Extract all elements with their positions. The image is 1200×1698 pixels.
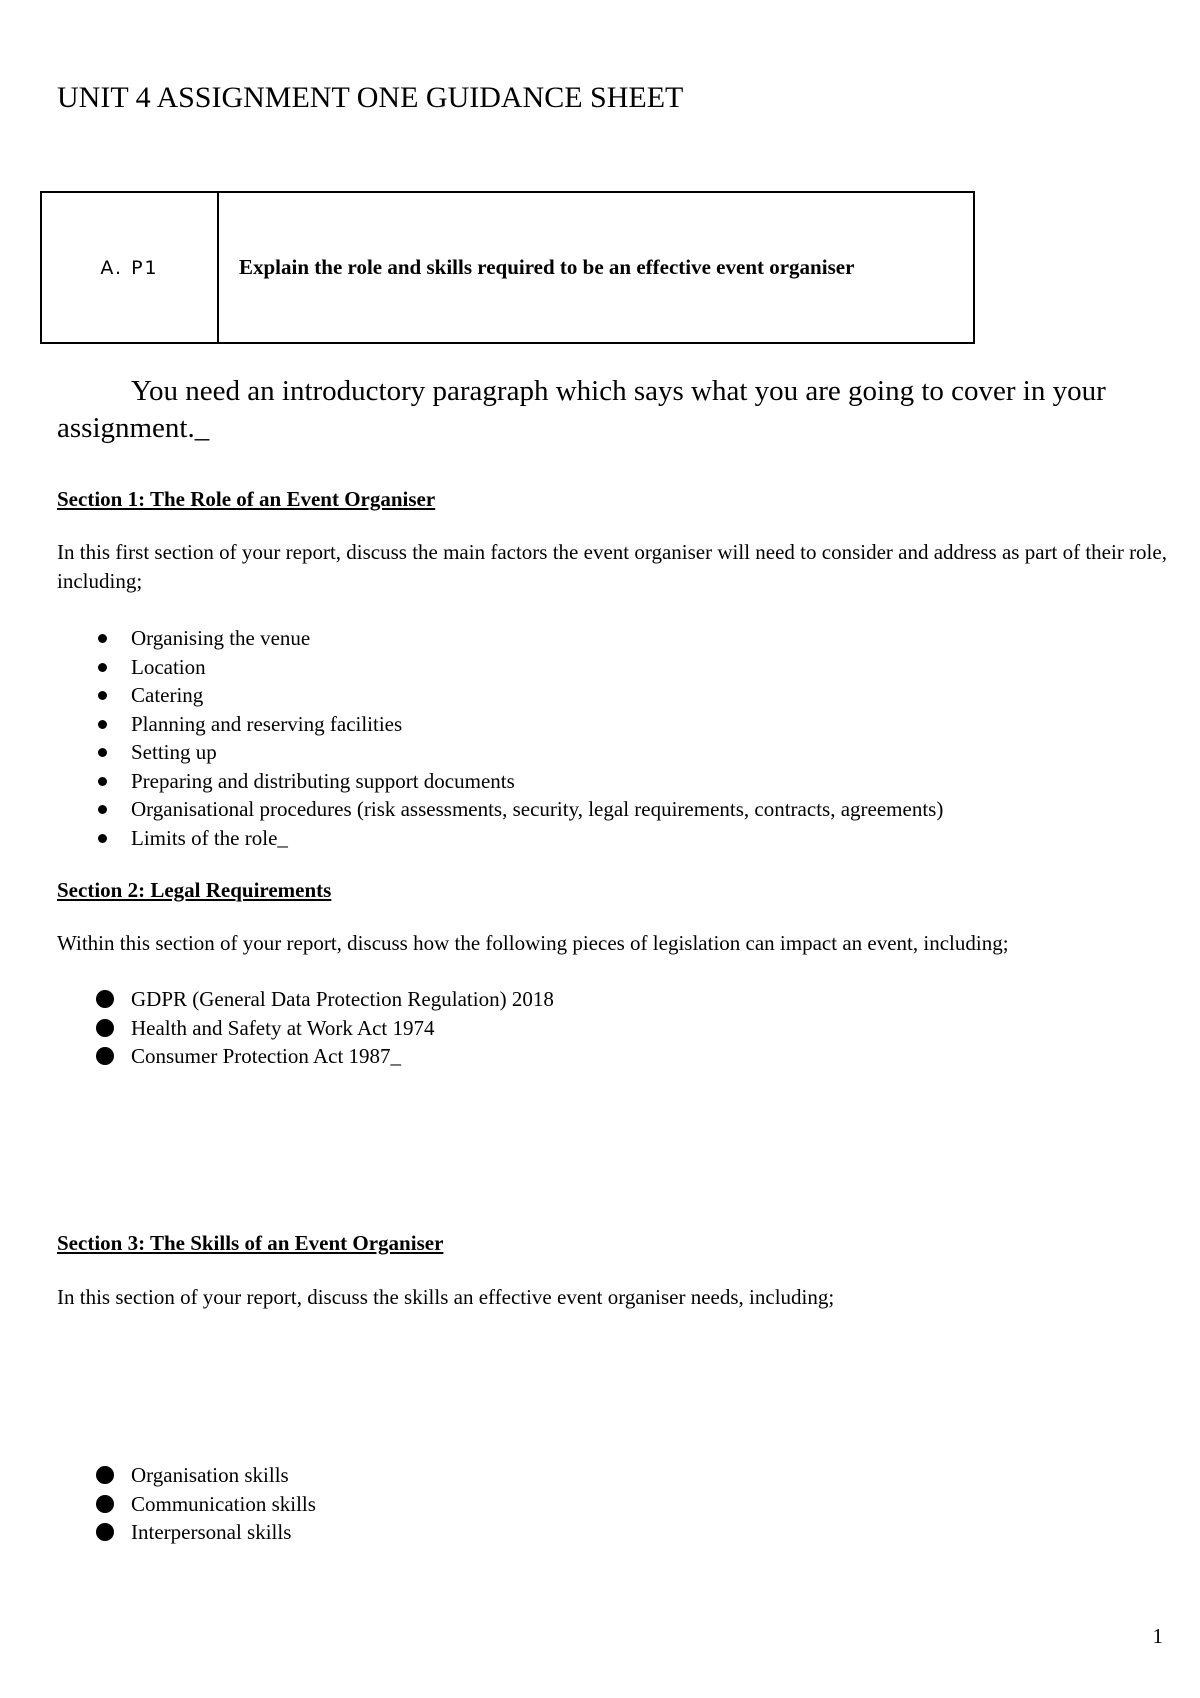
bullet-icon <box>98 748 107 757</box>
list-item-text: Consumer Protection Act 1987_ <box>131 1044 402 1068</box>
bullet-icon <box>98 805 107 814</box>
list-item-text: Preparing and distributing support documents <box>131 768 515 793</box>
task-description: Explain the role and skills required to be an effective event organiser <box>218 192 974 343</box>
bullet-icon <box>98 634 107 643</box>
list-item-text: Health and Safety at Work Act 1974 <box>131 1015 435 1040</box>
list-item <box>96 624 943 653</box>
list-item <box>96 1490 316 1519</box>
list-item-text: Location <box>131 654 206 679</box>
list-item <box>96 738 943 767</box>
task-table <box>40 191 975 344</box>
intro-paragraph: You need an introductory paragraph which says what you are going to cover in your assignment._ <box>57 375 1106 444</box>
list-item <box>96 985 554 1014</box>
list-item-text: Organising the venue <box>131 626 311 650</box>
list-item <box>96 1461 316 1490</box>
section-2-heading: Section 2: Legal Requirements <box>57 878 332 902</box>
list-item <box>96 710 943 739</box>
bullet-icon <box>96 1047 114 1065</box>
list-item <box>96 681 943 710</box>
list-item <box>96 1014 554 1043</box>
list-item-text: GDPR (General Data Protection Regulation) 2018 <box>131 987 554 1011</box>
list-item <box>96 767 943 796</box>
list-item-text: Setting up <box>131 740 217 764</box>
list-item <box>96 1518 316 1547</box>
task-code: A. P1 <box>41 192 218 343</box>
list-item <box>96 795 943 824</box>
list-item-text: Communication skills <box>131 1491 316 1516</box>
list-item-text: Interpersonal skills <box>131 1520 292 1544</box>
section-1-list <box>96 624 943 852</box>
bullet-icon <box>96 1495 114 1513</box>
list-item-text: Organisation skills <box>131 1463 289 1487</box>
bullet-icon <box>96 1523 114 1541</box>
bullet-icon <box>98 691 107 700</box>
list-item-text: Planning and reserving facilities <box>131 711 403 736</box>
list-item-text: Limits of the role_ <box>131 825 288 850</box>
bullet-icon <box>96 990 114 1008</box>
list-item-text: Organisational procedures (risk assessments, security, legal requirements, contracts, agreements) <box>131 797 944 821</box>
section-2-list <box>96 985 554 1071</box>
section-3-list <box>96 1461 316 1547</box>
section-3-paragraph: In this section of your report, discuss the skills an effective event organiser needs, including; <box>57 1285 835 1309</box>
page-title: UNIT 4 ASSIGNMENT ONE GUIDANCE SHEET <box>57 81 684 114</box>
list-item-text: Catering <box>131 683 204 707</box>
bullet-icon <box>98 663 107 672</box>
section-2-paragraph: Within this section of your report, discuss how the following pieces of legislation can impact an event, including; <box>57 931 1009 955</box>
list-item <box>96 653 943 682</box>
section-1-heading: Section 1: The Role of an Event Organiser <box>57 487 436 511</box>
bullet-icon <box>96 1466 114 1484</box>
bullet-icon <box>98 720 107 729</box>
section-3-heading: Section 3: The Skills of an Event Organiser <box>57 1231 444 1255</box>
bullet-icon <box>98 777 107 786</box>
bullet-icon <box>98 834 107 843</box>
page-number: 1 <box>1152 1624 1163 1648</box>
section-1-paragraph: In this first section of your report, discuss the main factors the event organiser will need to consider and address as part of their role, including; <box>57 540 1167 593</box>
list-item <box>96 1042 554 1071</box>
task-row <box>41 192 974 343</box>
list-item <box>96 824 943 853</box>
bullet-icon <box>96 1019 114 1037</box>
